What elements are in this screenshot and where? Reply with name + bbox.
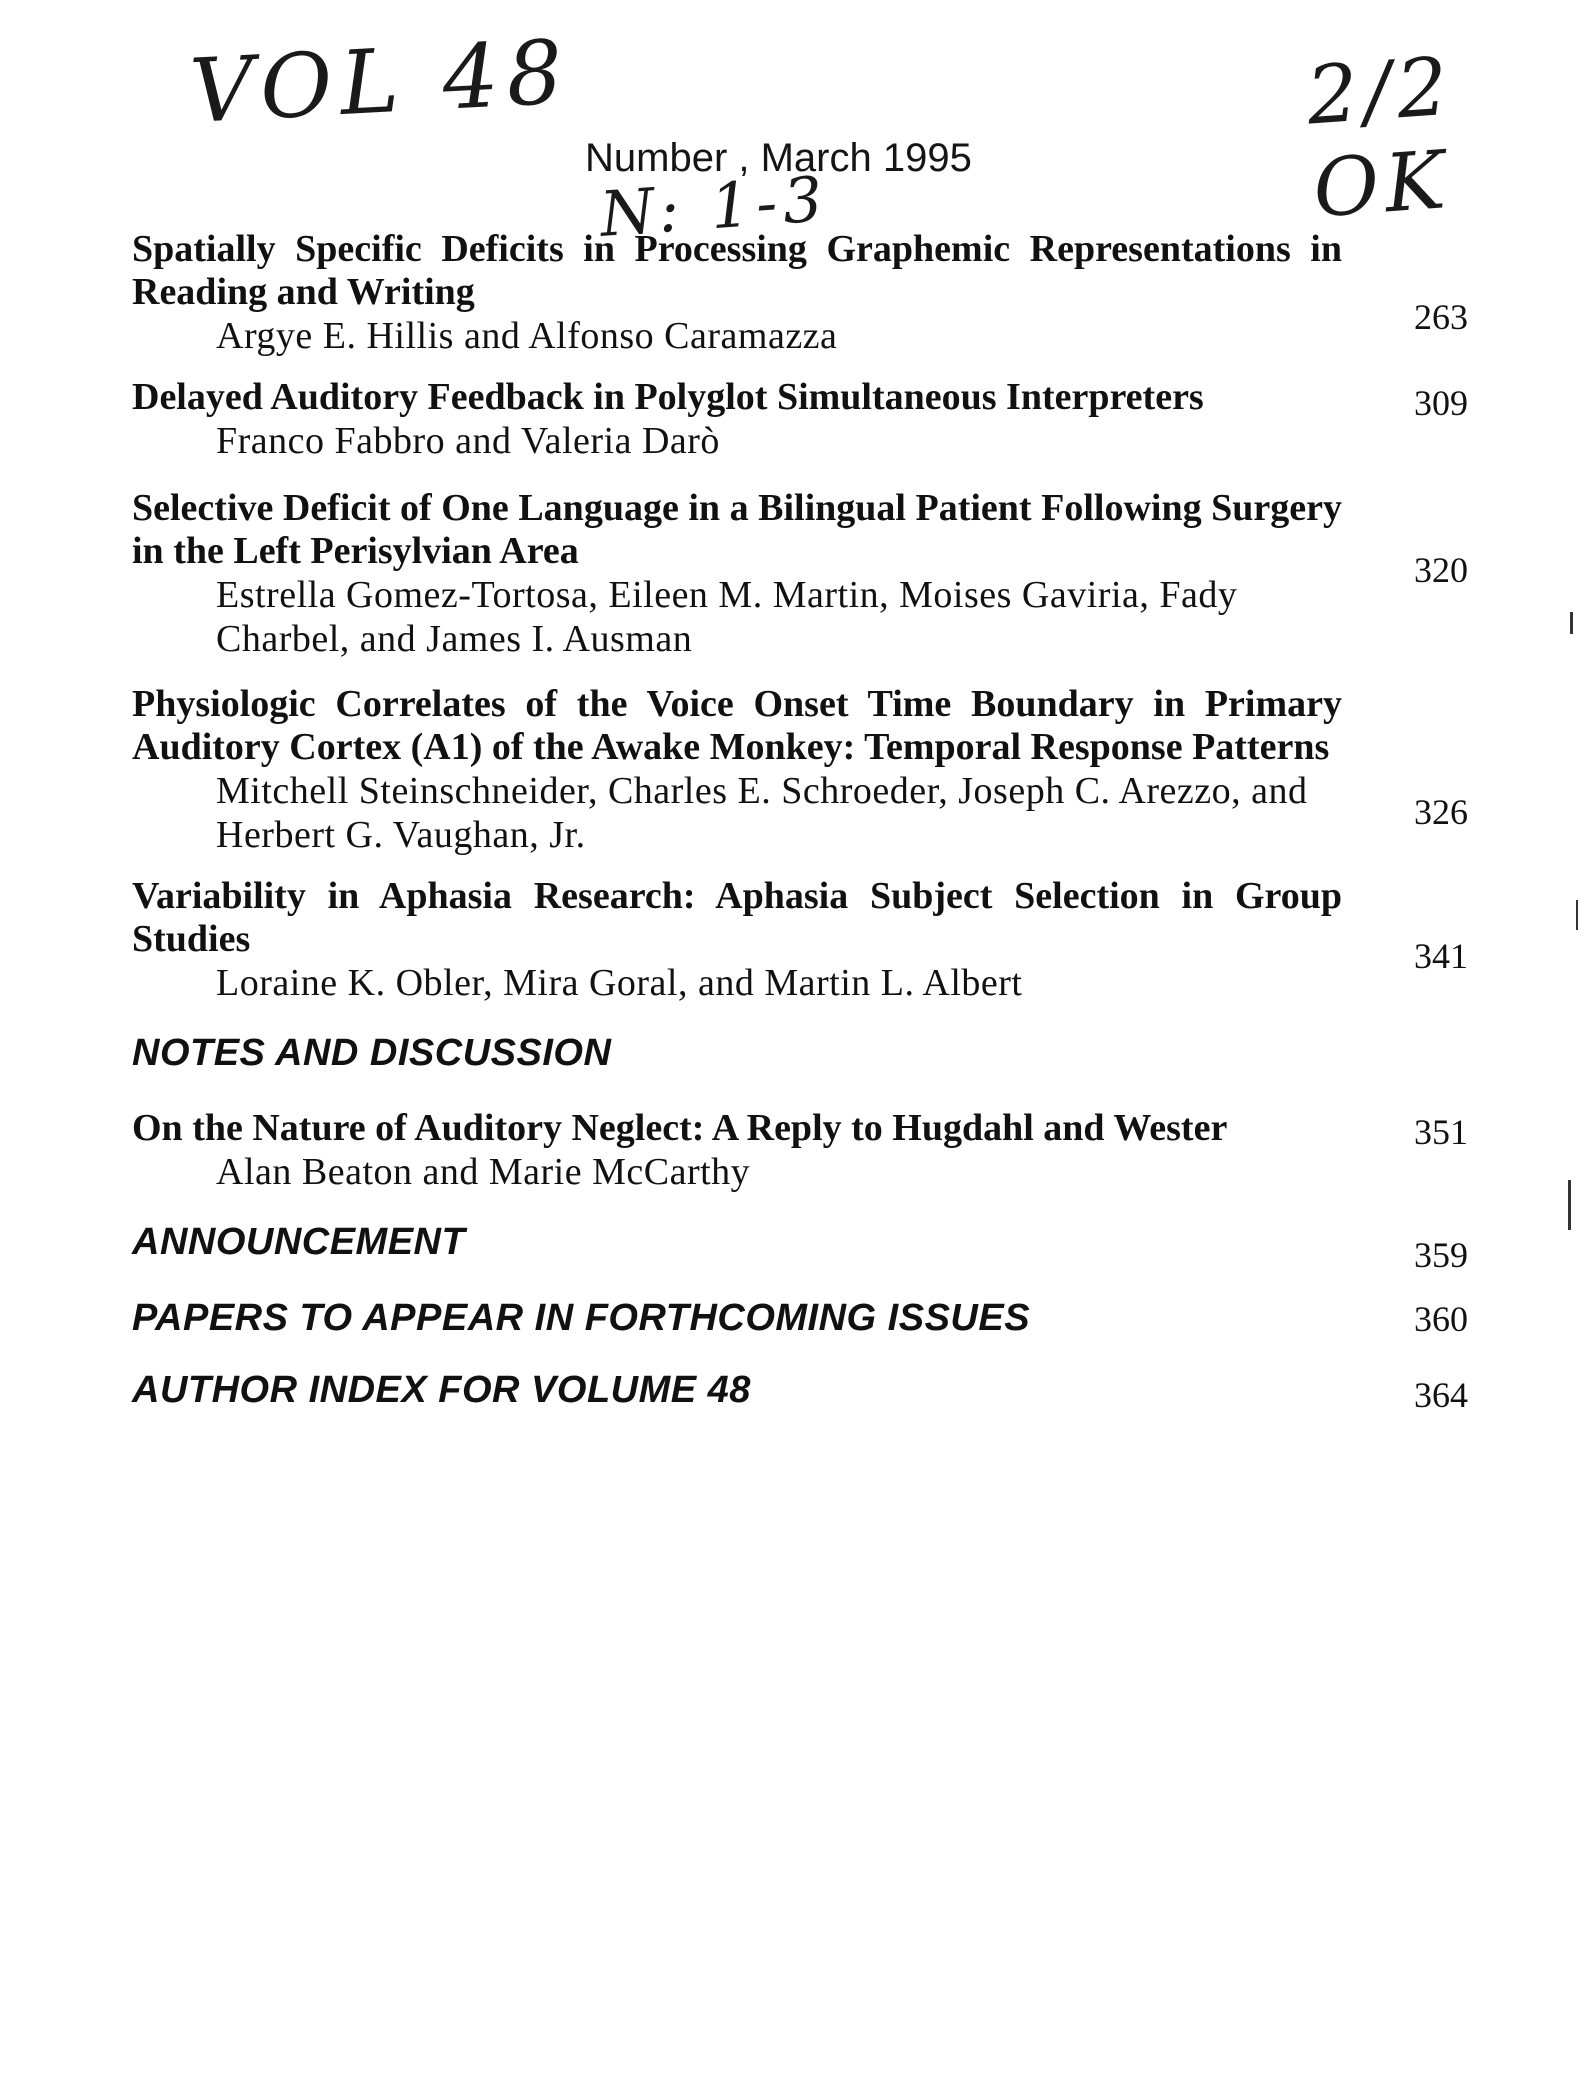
page-number: 326 bbox=[1414, 792, 1468, 832]
page-number: 320 bbox=[1414, 550, 1468, 590]
article-authors: Estrella Gomez-Tortosa, Eileen M. Martin, Moises Gaviria, Fady Charbel, and James I. Ausman bbox=[216, 574, 1238, 660]
toc-entry bbox=[132, 228, 1502, 358]
article-title: Delayed Auditory Feedback in Polyglot Simultaneous Interpreters bbox=[132, 376, 1204, 418]
section-heading: NOTES AND DISCUSSION bbox=[132, 1032, 612, 1074]
page-number: 263 bbox=[1414, 297, 1468, 337]
article-authors: Franco Fabbro and Valeria Darò bbox=[216, 420, 720, 462]
handwritten-volume-note: VOL 48 bbox=[187, 20, 573, 143]
handwritten-number-note: N: 1-3 bbox=[597, 162, 831, 251]
article-title: Physiologic Correlates of the Voice Onset Time Boundary in Primary Auditory Cortex (A1) of the Awake Monkey: Temporal Response Patterns bbox=[132, 683, 1342, 768]
article-authors: Argye E. Hillis and Alfonso Caramazza bbox=[216, 315, 838, 357]
back-matter-label: PAPERS TO APPEAR IN FORTHCOMING ISSUES bbox=[132, 1297, 1031, 1339]
article-authors: Mitchell Steinschneider, Charles E. Schroeder, Joseph C. Arezzo, and Herbert G. Vaughan, Jr. bbox=[216, 770, 1308, 856]
issue-line: Number , March 1995 bbox=[585, 136, 972, 180]
toc-entry bbox=[132, 487, 1502, 661]
page-number: 359 bbox=[1414, 1235, 1468, 1275]
page-number: 341 bbox=[1414, 936, 1468, 976]
article-authors: Alan Beaton and Marie McCarthy bbox=[216, 1151, 751, 1193]
article-title: Selective Deficit of One Language in a Bilingual Patient Following Surgery in the Left Perisylvian Area bbox=[132, 487, 1342, 572]
scan-speck bbox=[1576, 900, 1578, 930]
toc-entry bbox=[132, 875, 1502, 1005]
scan-speck bbox=[1568, 1180, 1571, 1230]
article-title: On the Nature of Auditory Neglect: A Reply to Hugdahl and Wester bbox=[132, 1107, 1228, 1149]
page-number: 351 bbox=[1414, 1112, 1468, 1152]
back-matter-row bbox=[132, 1296, 1502, 1340]
article-authors: Loraine K. Obler, Mira Goral, and Martin L. Albert bbox=[216, 962, 1023, 1004]
handwritten-check-note: 2/2 OK bbox=[1303, 39, 1457, 236]
scan-speck bbox=[1570, 612, 1573, 634]
back-matter-label: AUTHOR INDEX FOR VOLUME 48 bbox=[132, 1369, 751, 1411]
page-number: 360 bbox=[1414, 1299, 1468, 1339]
toc-entry bbox=[132, 376, 1502, 463]
back-matter-label: ANNOUNCEMENT bbox=[132, 1221, 466, 1263]
table-of-contents bbox=[132, 228, 1502, 1415]
toc-entry bbox=[132, 683, 1502, 857]
page-number: 309 bbox=[1414, 383, 1468, 423]
back-matter-row bbox=[132, 1368, 1502, 1415]
toc-entry bbox=[132, 1107, 1502, 1194]
article-title: Spatially Specific Deficits in Processing Graphemic Representations in Reading and Writing bbox=[132, 228, 1342, 313]
page-number: 364 bbox=[1414, 1375, 1468, 1415]
article-title: Variability in Aphasia Research: Aphasia Subject Selection in Group Studies bbox=[132, 875, 1342, 960]
back-matter-row bbox=[132, 1220, 1502, 1275]
